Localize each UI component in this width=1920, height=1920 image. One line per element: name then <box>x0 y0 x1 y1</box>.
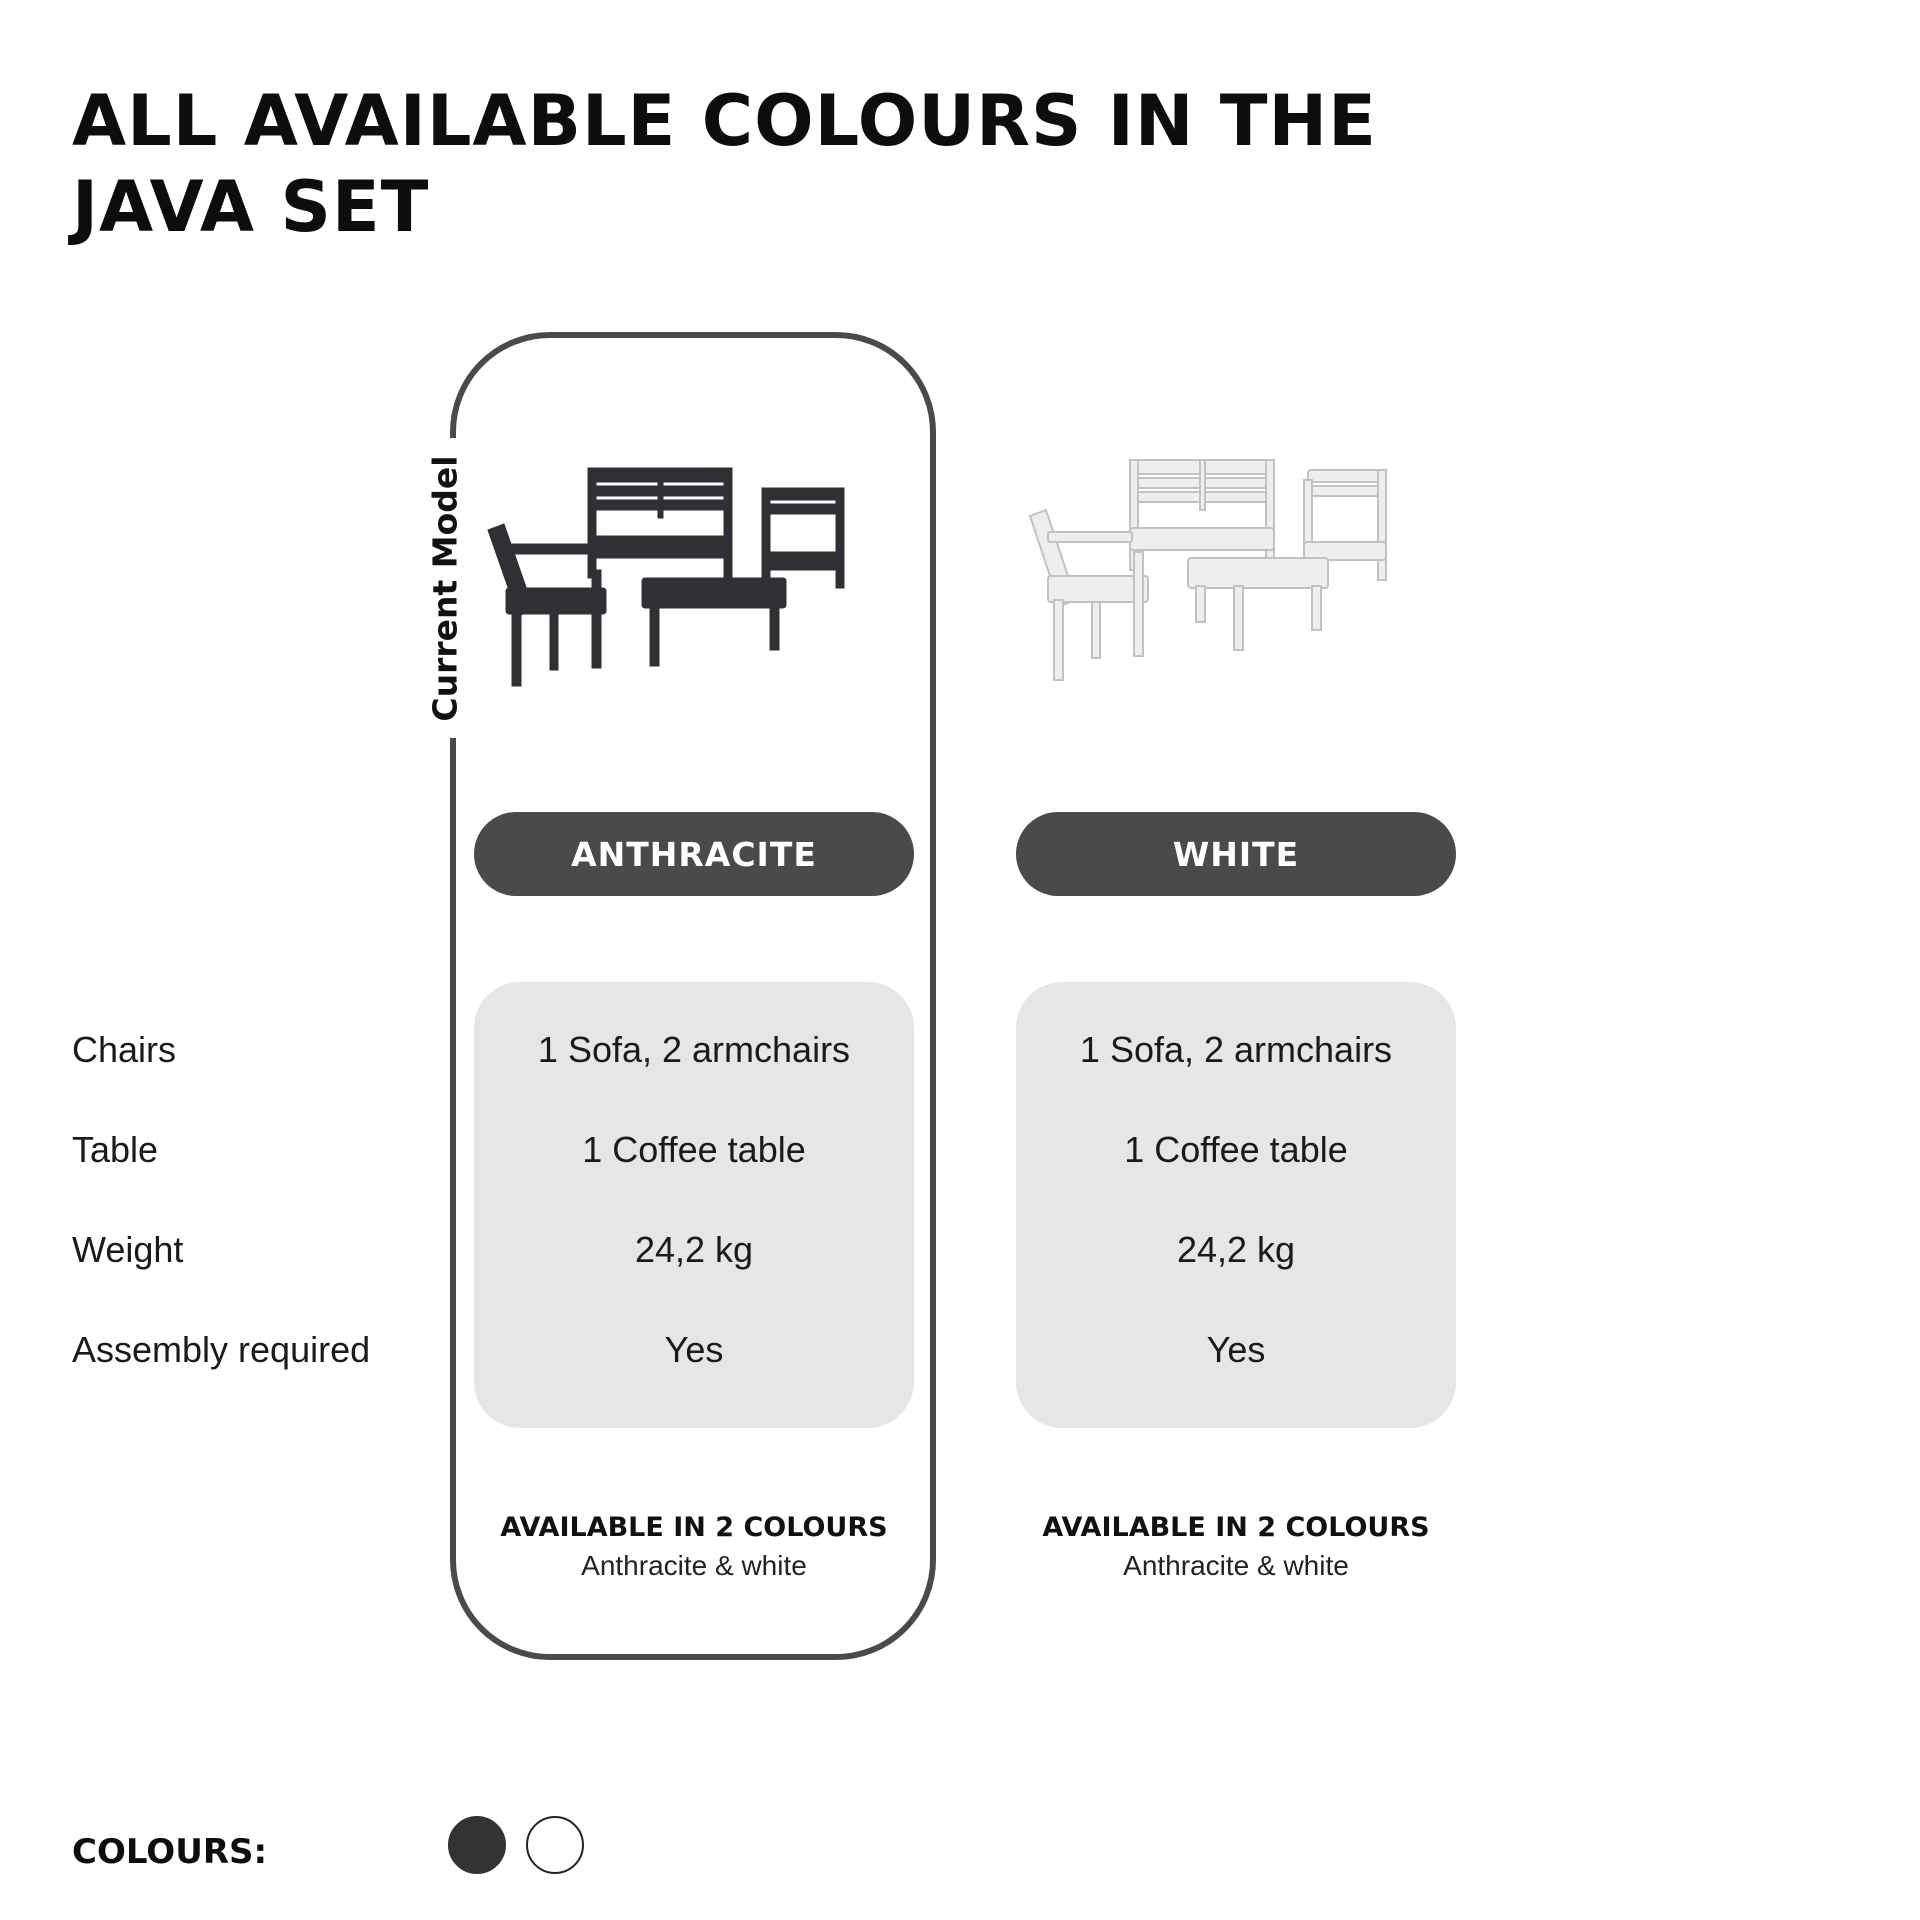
availability-anthracite <box>474 1510 914 1586</box>
colour-pill-white[interactable] <box>1016 812 1456 896</box>
product-image-white <box>1016 440 1456 690</box>
current-model-label: Current Model <box>425 454 465 722</box>
furniture-set-white-icon <box>1016 440 1456 690</box>
row-label-table: Table <box>72 1129 159 1170</box>
row-label-weight: Weight <box>72 1229 184 1270</box>
row-label-assembly: Assembly required <box>72 1329 371 1370</box>
row-label-chairs: Chairs <box>72 1029 177 1070</box>
current-model-tag <box>420 438 470 738</box>
spec-table: 1 Coffee table <box>1124 1129 1348 1170</box>
spec-box-white <box>1016 982 1456 1428</box>
spec-chairs: 1 Sofa, 2 armchairs <box>537 1029 851 1070</box>
availability-subtitle: Anthracite & white <box>1123 1550 1349 1581</box>
spec-table: 1 Coffee table <box>582 1129 806 1170</box>
availability-subtitle: Anthracite & white <box>581 1550 807 1581</box>
spec-box-anthracite <box>474 982 914 1428</box>
availability-title: AVAILABLE IN 2 COLOURS <box>500 1512 888 1543</box>
page-title: ALL AVAILABLE COLOURS IN THE JAVA SET <box>72 80 1377 248</box>
swatch-anthracite[interactable] <box>448 1816 506 1874</box>
spec-assembly: Yes <box>664 1329 724 1370</box>
spec-weight: 24,2 kg <box>634 1229 754 1270</box>
swatch-white[interactable] <box>526 1816 584 1874</box>
availability-title: AVAILABLE IN 2 COLOURS <box>1042 1512 1430 1543</box>
colour-pill-label: WHITE <box>1172 834 1300 874</box>
spec-weight: 24,2 kg <box>1176 1229 1296 1270</box>
spec-assembly: Yes <box>1206 1329 1266 1370</box>
product-image-anthracite <box>474 440 914 690</box>
spec-chairs: 1 Sofa, 2 armchairs <box>1079 1029 1393 1070</box>
furniture-set-anthracite-icon <box>474 440 914 690</box>
availability-white <box>1016 1510 1456 1586</box>
colours-label: COLOURS: <box>72 1832 268 1872</box>
colour-pill-anthracite[interactable] <box>474 812 914 896</box>
colour-pill-label: ANTHRACITE <box>571 834 817 874</box>
